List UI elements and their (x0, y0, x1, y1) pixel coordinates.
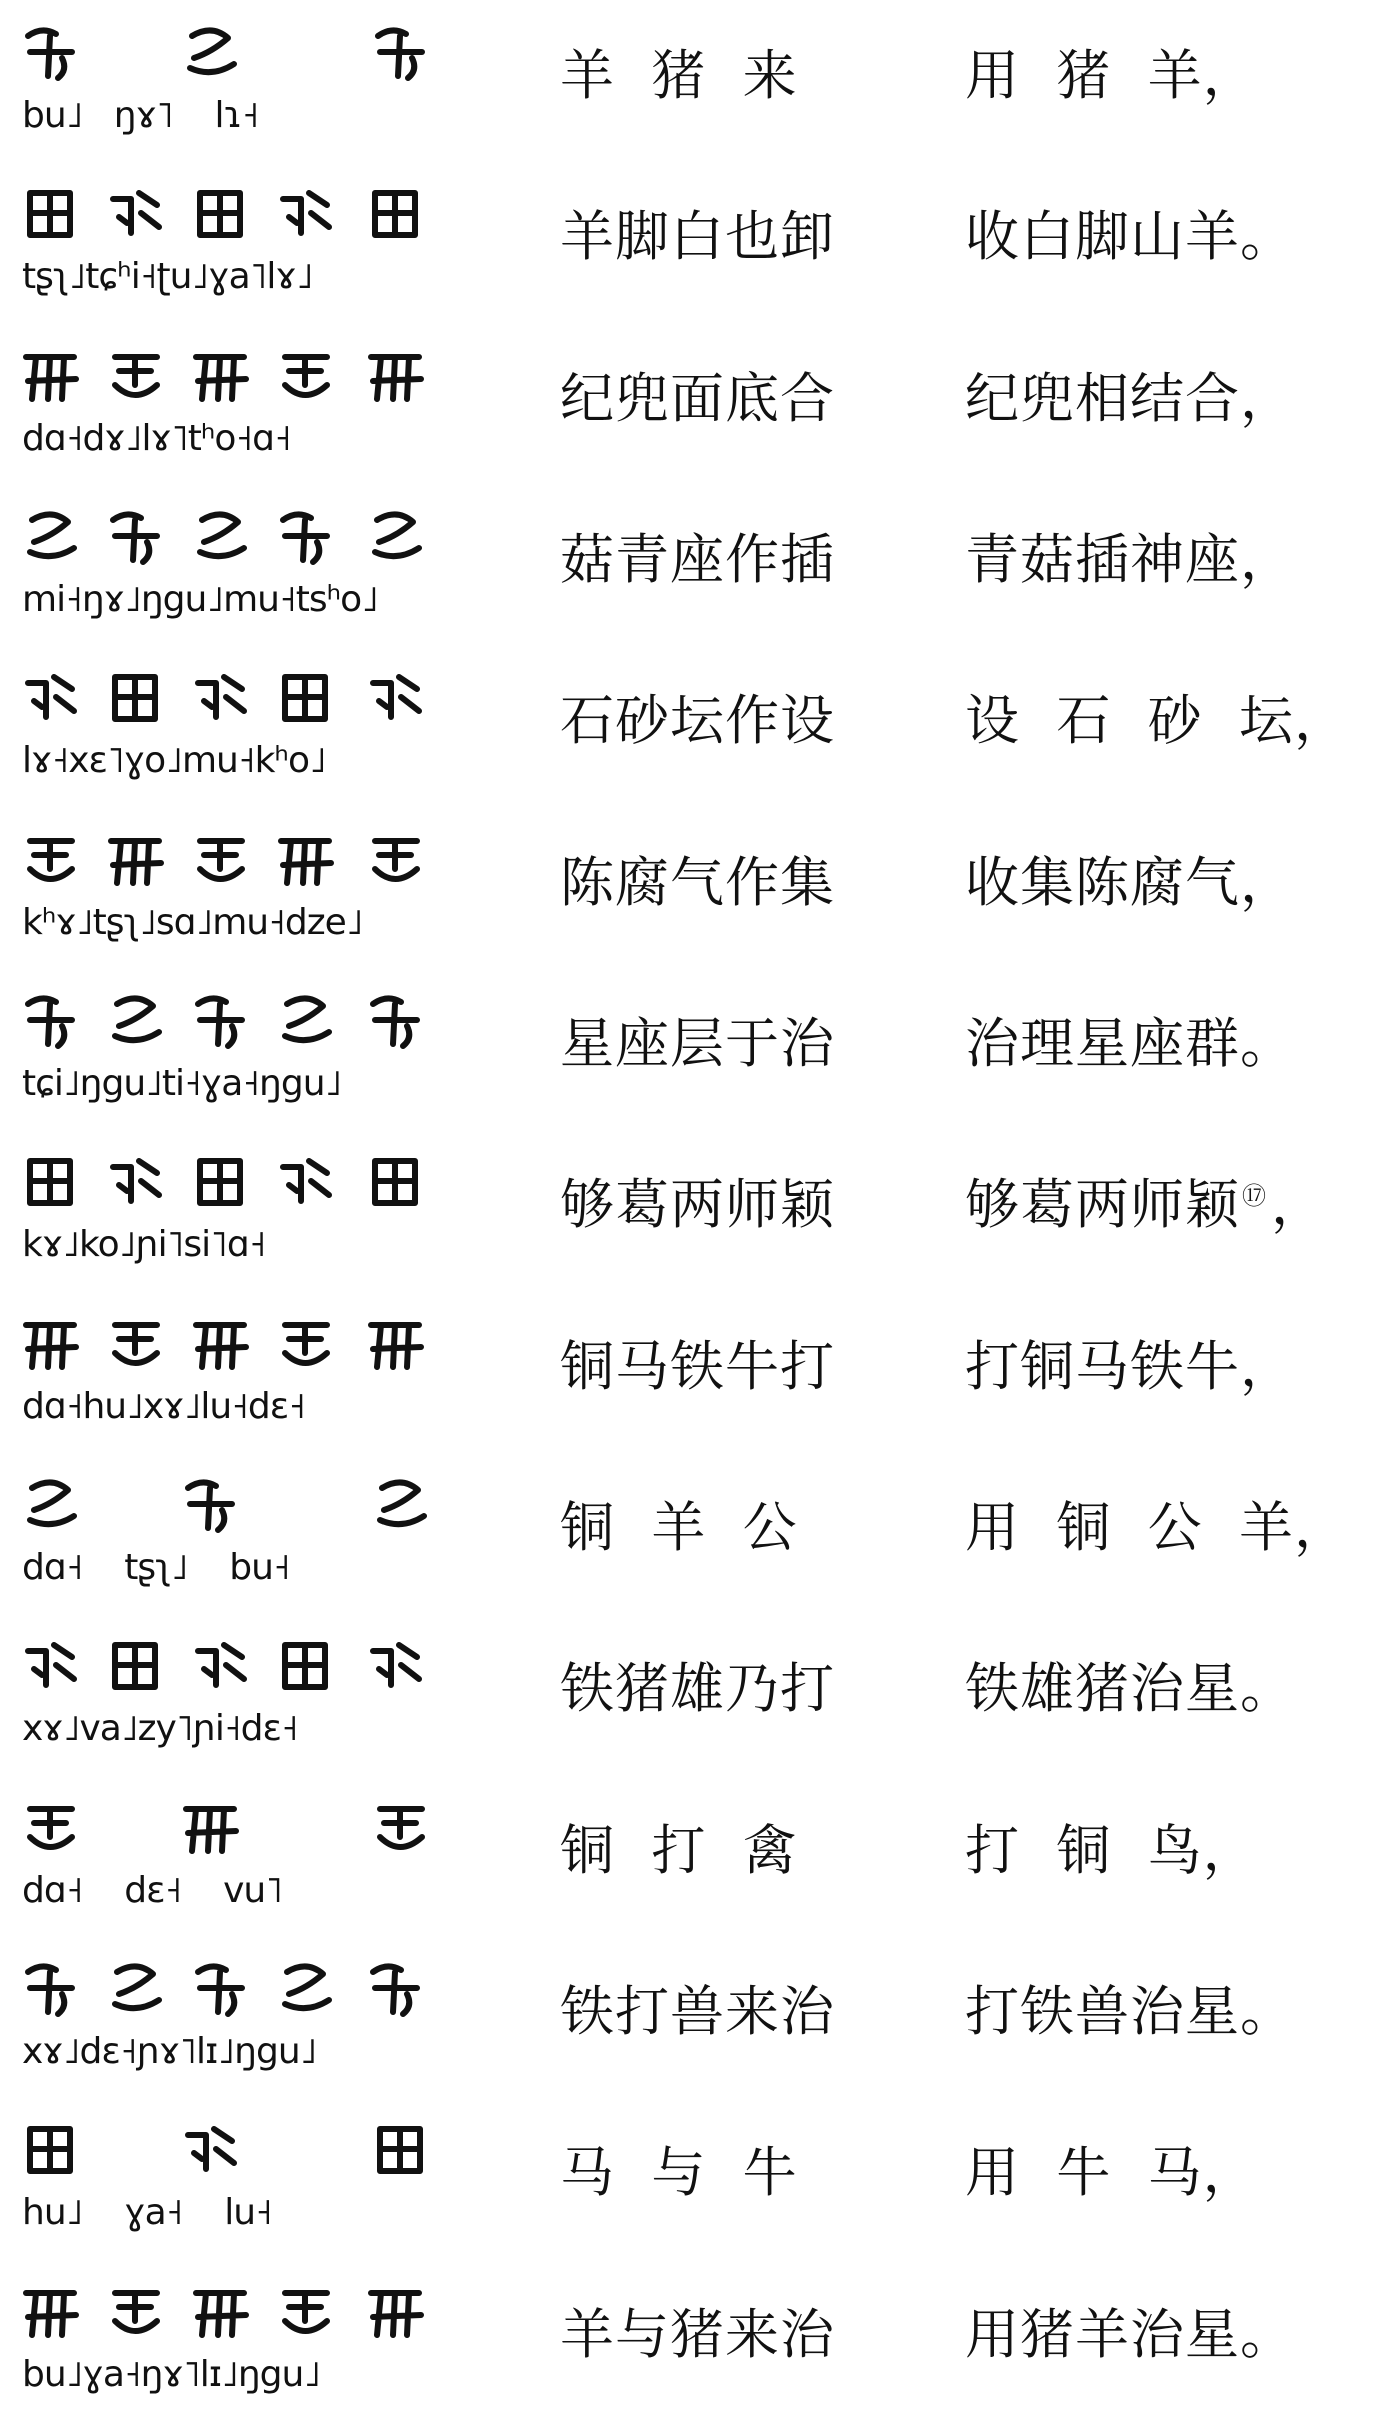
ipa-transcription: tɕi˩ŋgu˩ti˧ɣa˧ŋgu˩ (22, 1063, 342, 1104)
yi-script-characters (20, 2111, 450, 2189)
ipa-transcription: dɑ˧hu˩xɤ˩lu˧dɛ˧ (22, 1386, 305, 1427)
ipa-transcription: lɤ˧xɛ˥ɣo˩mu˧kʰo˩ (22, 740, 326, 781)
yi-glyph (283, 1161, 329, 1201)
word-gloss: 铁打兽来治 (560, 1980, 835, 2043)
ipa-transcription: hu˩ ɣa˧ lu˧ (22, 2192, 272, 2233)
yi-glyph (30, 193, 70, 235)
word-gloss: 铜马铁牛打 (560, 1335, 835, 1398)
ipa-transcription: tʂʅ˩tɕʰi˧ʈu˩ɣa˥lɤ˩ (22, 256, 313, 297)
free-translation (965, 359, 1365, 439)
yi-glyph (113, 514, 157, 562)
translation-text: 治理星座群。 (965, 1012, 1295, 1075)
yi-glyph (281, 841, 331, 883)
script-glyph-line (20, 982, 450, 1122)
yi-glyph (113, 1161, 159, 1201)
yi-glyph (190, 30, 234, 72)
verse-row (0, 167, 1379, 327)
yi-glyph (200, 514, 244, 556)
verse-row (0, 6, 1379, 166)
yi-glyph (28, 1645, 74, 1685)
word-gloss: 陈腐气作集 (560, 851, 835, 914)
script-glyph-line (20, 2273, 450, 2413)
free-translation (965, 1649, 1365, 1729)
yi-glyph (373, 998, 417, 1046)
word-gloss: 铜 羊 公 (560, 1496, 798, 1559)
word-gloss: 纪兜面底合 (560, 367, 835, 430)
translation-text: 打 铜 鸟， (965, 1819, 1258, 1882)
yi-glyph (198, 998, 242, 1046)
ipa-transcription: bu˩ɣa˧ŋɤ˥lɪ˩ŋgu˩ (22, 2354, 321, 2395)
ipa-transcription: bu˩ ŋɤ˥ lɿ˧ (22, 95, 259, 136)
ipa-transcription: xɤ˩va˩zy˥ɲi˧dɛ˧ (22, 1708, 298, 1749)
verse-row (0, 1619, 1379, 1779)
yi-script-characters (20, 14, 450, 92)
yi-script-characters (20, 1789, 450, 1867)
script-glyph-line (20, 659, 450, 799)
yi-glyph (30, 841, 72, 879)
yi-script-characters (20, 659, 450, 737)
yi-glyph (196, 1325, 246, 1367)
yi-script-characters (20, 2273, 450, 2351)
yi-glyph (26, 1325, 76, 1367)
ipa-transcription: kʰɤ˩tʂʅ˩sɑ˩mu˧dze˩ (22, 902, 363, 943)
free-translation (965, 843, 1365, 923)
yi-glyph (30, 514, 74, 556)
translation-punctuation: ， (1271, 1173, 1326, 1236)
word-gloss: 星座层于治 (560, 1012, 835, 1075)
translation-text: 收白脚山羊。 (965, 205, 1295, 268)
yi-script-characters (20, 337, 450, 415)
yi-glyph (196, 2293, 246, 2335)
translation-text: 收集陈腐气， (965, 851, 1295, 914)
yi-glyph (196, 357, 246, 399)
yi-glyph (375, 514, 419, 556)
free-translation (965, 197, 1365, 277)
yi-glyph (198, 1966, 242, 2014)
yi-script-characters (20, 1305, 450, 1383)
yi-script-characters (20, 821, 450, 899)
yi-glyph (115, 1325, 157, 1363)
footnote-marker: ⑰ (1242, 1182, 1267, 1210)
yi-glyph (373, 1966, 417, 2014)
yi-glyph (115, 998, 159, 1040)
verse-row (0, 974, 1379, 1134)
script-glyph-line (20, 1950, 450, 2090)
verse-row (0, 1781, 1379, 1941)
verse-row (0, 813, 1379, 973)
yi-script-characters (20, 1627, 450, 1705)
yi-glyph (111, 841, 161, 883)
ipa-transcription: mi˧ŋɤ˩ŋgu˩mu˧tsʰo˩ (22, 579, 378, 620)
word-gloss: 够葛两师颖 (560, 1173, 835, 1236)
yi-script-characters (20, 498, 450, 576)
yi-glyph (200, 1161, 240, 1203)
translation-text: 设 石 砂 坛， (965, 689, 1349, 752)
translation-text: 用 铜 公 羊， (965, 1496, 1349, 1559)
yi-glyph (28, 30, 72, 78)
ipa-transcription: xɤ˩dɛ˧ɲɤ˥lɪ˩ŋgu˩ (22, 2031, 317, 2072)
yi-glyph (26, 2293, 76, 2335)
yi-script-characters (20, 1950, 450, 2028)
free-translation (965, 2295, 1365, 2375)
word-gloss: 羊脚白也卸 (560, 205, 835, 268)
ipa-transcription: dɑ˧ tʂʅ˩ bu˧ (22, 1547, 290, 1588)
yi-glyph (378, 30, 422, 78)
yi-glyph (188, 1482, 232, 1530)
script-glyph-line (20, 337, 450, 477)
ipa-transcription: kɤ˩ko˩ɲi˥si˥ɑ˧ (22, 1224, 266, 1265)
yi-glyph (30, 1161, 70, 1203)
yi-glyph (115, 357, 157, 395)
yi-glyph (113, 193, 159, 233)
yi-glyph (283, 193, 329, 233)
verse-row (0, 2265, 1379, 2425)
yi-glyph (28, 677, 74, 717)
translation-text: 用猪羊治星。 (965, 2303, 1295, 2366)
script-glyph-line (20, 1789, 450, 1929)
verse-row (0, 1135, 1379, 1295)
translation-text: 打铜马铁牛， (965, 1335, 1295, 1398)
verse-row (0, 1458, 1379, 1618)
translation-text: 青菇插神座， (965, 528, 1295, 591)
free-translation (965, 520, 1365, 600)
yi-glyph (115, 1645, 155, 1687)
yi-script-characters (20, 1466, 450, 1544)
translation-text: 用 牛 马， (965, 2141, 1258, 2204)
yi-glyph (30, 1809, 72, 1847)
yi-glyph (200, 193, 240, 235)
verse-row (0, 1297, 1379, 1457)
yi-glyph (188, 2129, 234, 2169)
script-glyph-line (20, 14, 450, 154)
yi-glyph (115, 677, 155, 719)
translation-text: 用 猪 羊， (965, 44, 1258, 107)
ipa-transcription: dɑ˧dɤ˩lɤ˥tʰo˧ɑ˧ (22, 418, 291, 459)
script-glyph-line (20, 175, 450, 315)
yi-glyph (200, 841, 242, 879)
yi-script-characters (20, 1143, 450, 1221)
free-translation (965, 1004, 1365, 1084)
word-gloss: 石砂坛作设 (560, 689, 835, 752)
yi-glyph (285, 357, 327, 395)
verse-row (0, 1942, 1379, 2102)
word-gloss: 羊 猪 来 (560, 44, 798, 107)
yi-glyph (373, 677, 419, 717)
yi-glyph (375, 193, 415, 235)
yi-glyph (30, 2129, 70, 2171)
yi-script-characters (20, 175, 450, 253)
word-gloss: 马 与 牛 (560, 2141, 798, 2204)
script-glyph-line (20, 498, 450, 638)
free-translation (965, 1488, 1365, 1568)
script-glyph-line (20, 1305, 450, 1445)
script-glyph-line (20, 1627, 450, 1767)
yi-glyph (186, 1809, 236, 1851)
yi-glyph (371, 1325, 421, 1367)
yi-glyph (198, 1645, 244, 1685)
yi-glyph (375, 1161, 415, 1203)
yi-glyph (28, 998, 72, 1046)
script-glyph-line (20, 821, 450, 961)
verse-row (0, 490, 1379, 650)
yi-script-characters (20, 982, 450, 1060)
yi-glyph (380, 1809, 422, 1847)
script-glyph-line (20, 1143, 450, 1283)
yi-glyph (373, 1645, 419, 1685)
yi-glyph (283, 514, 327, 562)
yi-glyph (375, 841, 417, 879)
verse-row (0, 651, 1379, 811)
verse-row (0, 2103, 1379, 2263)
yi-glyph (380, 1482, 424, 1524)
script-glyph-line (20, 1466, 450, 1606)
free-translation (965, 2133, 1365, 2213)
free-translation (965, 681, 1365, 761)
yi-glyph (285, 677, 325, 719)
ipa-transcription: dɑ˧ dɛ˧ vu˥ (22, 1870, 282, 1911)
yi-glyph (198, 677, 244, 717)
yi-glyph (285, 1966, 329, 2008)
yi-glyph (285, 1325, 327, 1363)
free-translation (965, 1811, 1365, 1891)
yi-glyph (285, 998, 329, 1040)
free-translation (965, 1327, 1365, 1407)
translation-text: 够葛两师颖 (965, 1173, 1240, 1236)
translation-text: 铁雄猪治星。 (965, 1657, 1295, 1720)
yi-glyph (30, 1482, 74, 1524)
verse-row (0, 329, 1379, 489)
free-translation (965, 1972, 1365, 2052)
yi-glyph (115, 1966, 159, 2008)
yi-glyph (380, 2129, 420, 2171)
script-glyph-line (20, 2111, 450, 2251)
yi-glyph (285, 1645, 325, 1687)
word-gloss: 铜 打 禽 (560, 1819, 798, 1882)
word-gloss: 羊与猪来治 (560, 2303, 835, 2366)
yi-glyph (371, 357, 421, 399)
translation-text: 打铁兽治星。 (965, 1980, 1295, 2043)
yi-glyph (115, 2293, 157, 2331)
free-translation (965, 36, 1365, 116)
translation-text: 纪兜相结合， (965, 367, 1295, 430)
yi-glyph (285, 2293, 327, 2331)
free-translation (965, 1165, 1365, 1245)
word-gloss: 铁猪雄乃打 (560, 1657, 835, 1720)
yi-glyph (371, 2293, 421, 2335)
yi-glyph (26, 357, 76, 399)
yi-glyph (28, 1966, 72, 2014)
word-gloss: 菇青座作插 (560, 528, 835, 591)
